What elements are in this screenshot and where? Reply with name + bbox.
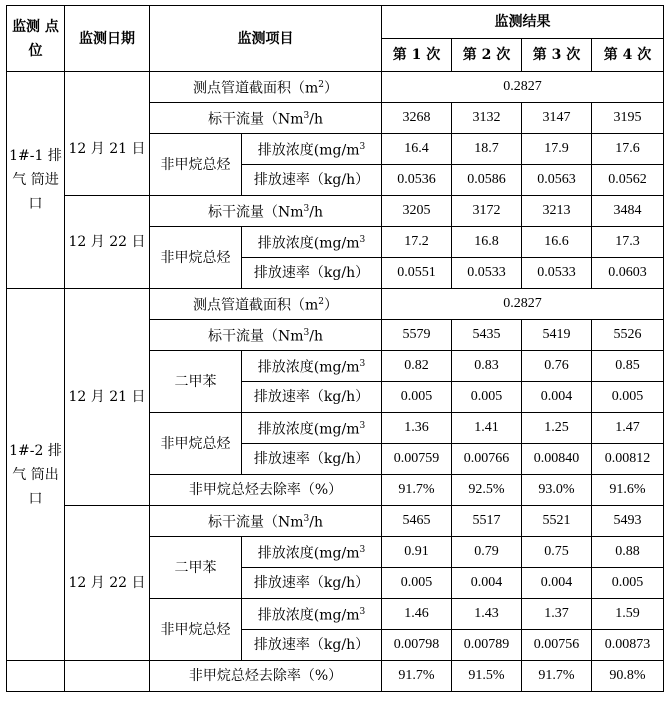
outlet-day2-xyl-rate-1: 0.005 xyxy=(382,568,452,599)
inlet-day2-nmhc-rate-2: 0.0533 xyxy=(452,258,522,289)
header-run-3: 第 3 次 xyxy=(522,39,592,72)
header-run-1: 第 1 次 xyxy=(382,39,452,72)
nmhc-label: 非甲烷总烃 xyxy=(150,134,242,196)
inlet-day2-nmhc-rate-4: 0.0603 xyxy=(592,258,664,289)
outlet-day1-nmhc-conc-1: 1.36 xyxy=(382,413,452,444)
outlet-day1-xyl-rate-3: 0.004 xyxy=(522,382,592,413)
flow-label: 标干流量（Nm$^3$/h xyxy=(150,506,382,537)
inlet-point: 1#-1 排气 筒进 口 xyxy=(7,72,65,289)
header-run-2: 第 2 次 xyxy=(452,39,522,72)
outlet-day1-date: 12 月 21 日 xyxy=(65,289,150,506)
nmhc-label: 非甲烷总烃 xyxy=(150,227,242,289)
inlet-day1-flow-4: 3195 xyxy=(592,103,664,134)
outlet-area-label: 测点管道截面积$(m^2)$ xyxy=(150,289,382,320)
conc-label: 排放浓度($mg/m^3$ xyxy=(242,351,382,382)
inlet-day2-nmhc-conc-3: 16.6 xyxy=(522,227,592,258)
outlet-day2-nmhc-rate-2: 0.00789 xyxy=(452,630,522,661)
outlet-day1-xyl-conc-3: 0.76 xyxy=(522,351,592,382)
inlet-day2-date: 12 月 22 日 xyxy=(65,196,150,289)
outlet-area-value: 0.2827 xyxy=(382,289,664,320)
outlet-day2-xyl-rate-2: 0.004 xyxy=(452,568,522,599)
inlet-day2-nmhc-conc-2: 16.8 xyxy=(452,227,522,258)
inlet-day1-nmhc-rate-4: 0.0562 xyxy=(592,165,664,196)
header-date: 监测日期 xyxy=(65,6,150,72)
rate-label: 排放速率（kg/h） xyxy=(242,382,382,413)
outlet-day2-xyl-conc-4: 0.88 xyxy=(592,537,664,568)
rate-label: 排放速率（kg/h） xyxy=(242,165,382,196)
inlet-day1-flow-2: 3132 xyxy=(452,103,522,134)
inlet-day2-nmhc-rate-3: 0.0533 xyxy=(522,258,592,289)
outlet-day2-nmhc-conc-2: 1.43 xyxy=(452,599,522,630)
outlet-day2-flow-4: 5493 xyxy=(592,506,664,537)
outlet-day1-removal-1: 91.7% xyxy=(382,475,452,506)
outlet-day1-nmhc-rate-4: 0.00812 xyxy=(592,444,664,475)
inlet-day1-nmhc-conc-4: 17.6 xyxy=(592,134,664,165)
outlet-day2-nmhc-conc-4: 1.59 xyxy=(592,599,664,630)
rate-label: 排放速率（kg/h） xyxy=(242,444,382,475)
outlet-day1-xyl-conc-4: 0.85 xyxy=(592,351,664,382)
removal-label: 非甲烷总烃去除率（%） xyxy=(150,475,382,506)
outlet-day2-flow-3: 5521 xyxy=(522,506,592,537)
outlet-day2-nmhc-rate-3: 0.00756 xyxy=(522,630,592,661)
outlet-point: 1#-2 排气 筒出 口 xyxy=(7,289,65,661)
xylene-label: 二甲苯 xyxy=(150,537,242,599)
conc-label: 排放浓度($mg/m^3$ xyxy=(242,227,382,258)
outlet-day2-xyl-rate-4: 0.005 xyxy=(592,568,664,599)
xylene-label: 二甲苯 xyxy=(150,351,242,413)
header-item: 监测项目 xyxy=(150,6,382,72)
outlet-day2-xyl-conc-3: 0.75 xyxy=(522,537,592,568)
inlet-day1-nmhc-conc-1: 16.4 xyxy=(382,134,452,165)
outlet-day1-flow-4: 5526 xyxy=(592,320,664,351)
conc-label: 排放浓度($mg/m^3$ xyxy=(242,413,382,444)
nmhc-label: 非甲烷总烃 xyxy=(150,413,242,475)
flow-label: 标干流量（Nm$^3$/h xyxy=(150,320,382,351)
inlet-day1-nmhc-rate-2: 0.0586 xyxy=(452,165,522,196)
inlet-day2-flow-2: 3172 xyxy=(452,196,522,227)
blank-point-cell xyxy=(7,661,65,692)
flow-label: 标干流量（Nm$^3$/h xyxy=(150,103,382,134)
outlet-day2-removal-4: 90.8% xyxy=(592,661,664,692)
inlet-day1-flow-1: 3268 xyxy=(382,103,452,134)
conc-label: 排放浓度($mg/m^3$ xyxy=(242,599,382,630)
outlet-day1-flow-1: 5579 xyxy=(382,320,452,351)
inlet-day2-flow-3: 3213 xyxy=(522,196,592,227)
outlet-day2-flow-1: 5465 xyxy=(382,506,452,537)
outlet-day1-nmhc-rate-3: 0.00840 xyxy=(522,444,592,475)
inlet-day2-nmhc-rate-1: 0.0551 xyxy=(382,258,452,289)
inlet-day2-flow-4: 3484 xyxy=(592,196,664,227)
nmhc-label: 非甲烷总烃 xyxy=(150,599,242,661)
inlet-day1-nmhc-rate-3: 0.0563 xyxy=(522,165,592,196)
outlet-day2-flow-2: 5517 xyxy=(452,506,522,537)
inlet-area-date-blank xyxy=(65,72,150,103)
outlet-day1-nmhc-conc-3: 1.25 xyxy=(522,413,592,444)
inlet-day2-nmhc-conc-4: 17.3 xyxy=(592,227,664,258)
outlet-day1-xyl-rate-2: 0.005 xyxy=(452,382,522,413)
outlet-day2-xyl-conc-1: 0.91 xyxy=(382,537,452,568)
inlet-area-value: 0.2827 xyxy=(382,72,664,103)
outlet-day1-flow-2: 5435 xyxy=(452,320,522,351)
outlet-day1-xyl-conc-1: 0.82 xyxy=(382,351,452,382)
removal-label: 非甲烷总烃去除率（%） xyxy=(150,661,382,692)
inlet-day1-flow-3: 3147 xyxy=(522,103,592,134)
outlet-day2-nmhc-rate-1: 0.00798 xyxy=(382,630,452,661)
outlet-day2-xyl-rate-3: 0.004 xyxy=(522,568,592,599)
inlet-day1-date: 12 月 21 日 xyxy=(65,103,150,196)
outlet-day2-removal-1: 91.7% xyxy=(382,661,452,692)
rate-label: 排放速率（kg/h） xyxy=(242,630,382,661)
header-result: 监测结果 xyxy=(382,6,664,39)
outlet-day2-removal-2: 91.5% xyxy=(452,661,522,692)
header-point: 监测 点位 xyxy=(7,6,65,72)
rate-label: 排放速率（kg/h） xyxy=(242,258,382,289)
header-run-4: 第 4 次 xyxy=(592,39,664,72)
flow-label: 标干流量（Nm$^3$/h xyxy=(150,196,382,227)
monitoring-results-table xyxy=(6,5,664,692)
outlet-day2-nmhc-conc-3: 1.37 xyxy=(522,599,592,630)
outlet-day1-removal-3: 93.0% xyxy=(522,475,592,506)
outlet-day1-nmhc-conc-2: 1.41 xyxy=(452,413,522,444)
outlet-day1-nmhc-rate-2: 0.00766 xyxy=(452,444,522,475)
blank-date-cell xyxy=(65,661,150,692)
outlet-day2-xyl-conc-2: 0.79 xyxy=(452,537,522,568)
outlet-day1-flow-3: 5419 xyxy=(522,320,592,351)
inlet-day1-nmhc-conc-3: 17.9 xyxy=(522,134,592,165)
outlet-day1-removal-4: 91.6% xyxy=(592,475,664,506)
conc-label: 排放浓度($mg/m^3$ xyxy=(242,537,382,568)
inlet-day1-nmhc-rate-1: 0.0536 xyxy=(382,165,452,196)
inlet-area-label: 测点管道截面积$(m^2)$ xyxy=(150,72,382,103)
inlet-day2-nmhc-conc-1: 17.2 xyxy=(382,227,452,258)
outlet-day1-removal-2: 92.5% xyxy=(452,475,522,506)
inlet-day1-nmhc-conc-2: 18.7 xyxy=(452,134,522,165)
outlet-day1-nmhc-rate-1: 0.00759 xyxy=(382,444,452,475)
rate-label: 排放速率（kg/h） xyxy=(242,568,382,599)
outlet-day1-nmhc-conc-4: 1.47 xyxy=(592,413,664,444)
conc-label: 排放浓度($mg/m^3$ xyxy=(242,134,382,165)
outlet-day1-xyl-rate-1: 0.005 xyxy=(382,382,452,413)
outlet-day2-nmhc-rate-4: 0.00873 xyxy=(592,630,664,661)
inlet-day2-flow-1: 3205 xyxy=(382,196,452,227)
outlet-day2-nmhc-conc-1: 1.46 xyxy=(382,599,452,630)
outlet-day1-xyl-rate-4: 0.005 xyxy=(592,382,664,413)
outlet-day2-date: 12 月 22 日 xyxy=(65,506,150,661)
outlet-day2-removal-3: 91.7% xyxy=(522,661,592,692)
outlet-day1-xyl-conc-2: 0.83 xyxy=(452,351,522,382)
